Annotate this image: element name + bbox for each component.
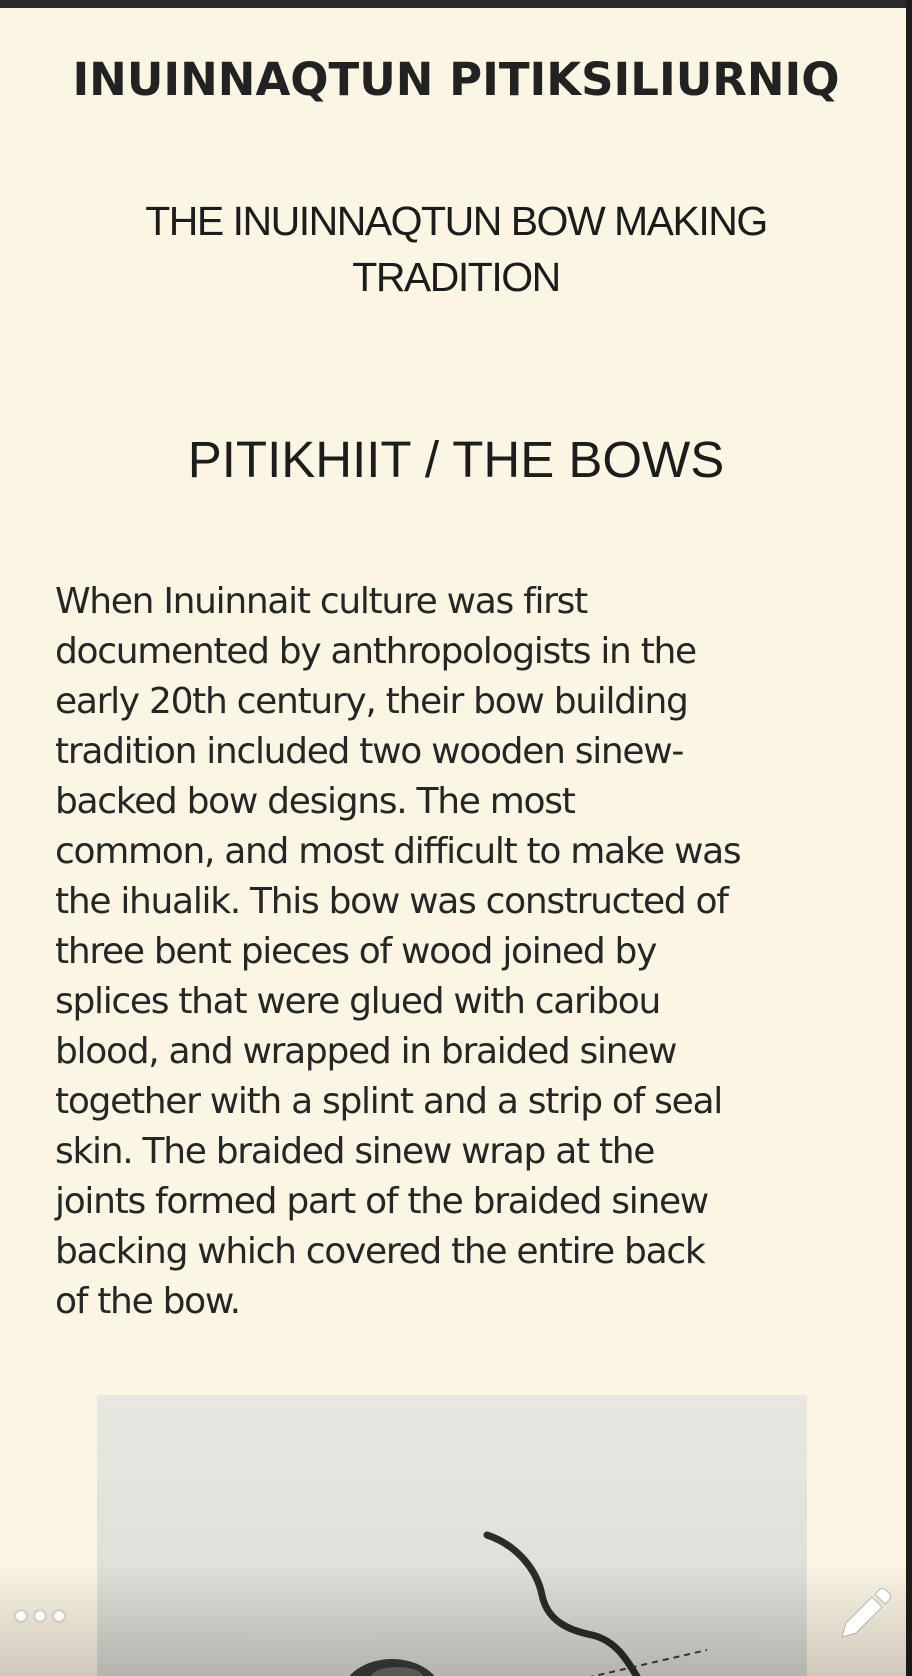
body-line: together with a splint and a strip of seal [55,1081,722,1122]
body-line: splices that were glued with caribou [55,981,660,1022]
body-line: When Inuinnait culture was first [55,581,587,622]
bow-photo-illustration [97,1395,807,1676]
edit-button[interactable] [832,1585,894,1647]
section-title: PITIKHIIT / THE BOWS [187,431,725,488]
body-line: blood, and wrapped in braided sinew [55,1031,677,1072]
body-line: joints formed part of the braided sinew [55,1181,708,1222]
body-line: three bent pieces of wood joined by [55,931,657,972]
body-line: backed bow designs. The most [55,781,575,822]
body-line: the ihualik. This bow was constructed of [55,881,728,922]
body-line: skin. The braided sinew wrap at the [55,1131,655,1172]
body-line: documented by anthropologists in the [55,631,696,672]
body-line: common, and most difficult to make was [55,831,741,872]
bowstring-shape [577,1650,707,1676]
top-bar [0,0,912,8]
body-line: of the bow. [55,1281,240,1322]
body-line: backing which covered the entire back [55,1231,705,1272]
more-horizontal-icon [16,1611,26,1621]
more-horizontal-icon [35,1611,45,1621]
more-options-button[interactable] [8,1600,72,1632]
subtitle-line-2: TRADITION [352,254,560,300]
subtitle-line-1: THE INUINNAQTUN BOW MAKING [145,198,767,244]
more-horizontal-icon [54,1611,64,1621]
bow-photo [97,1395,807,1676]
body-line: tradition included two wooden sinew- [55,731,684,772]
pencil-icon [832,1585,894,1647]
body-paragraph [55,577,855,1327]
page-title: INUINNAQTUN PITIKSILIURNIQ [72,53,840,106]
body-line: early 20th century, their bow building [55,681,688,722]
page-subtitle [60,193,852,305]
bow-limb-shape [487,1535,642,1676]
right-edge [906,0,912,1676]
